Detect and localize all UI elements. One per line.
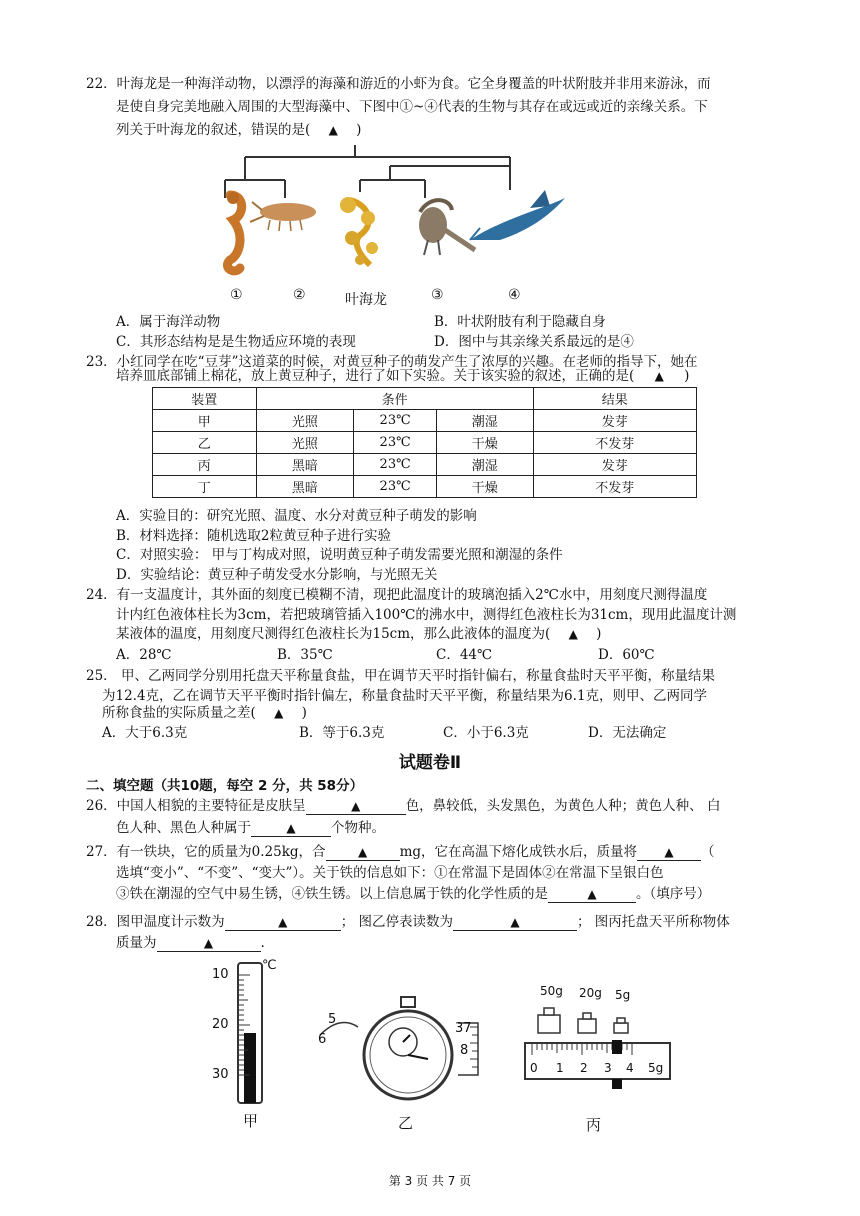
q28-text: ； 图丙托盘天平所称物体 [576,914,730,930]
label-leafy-seadragon: 叶海龙 [345,292,387,308]
shrimp-image [250,202,316,231]
answer-blank[interactable]: ▲ [326,844,400,861]
cell: 潮湿 [436,410,533,432]
q25-line3 [102,703,307,723]
q22-line3 [116,120,361,140]
q25-line2: 为12.4克，乙在调节天平平衡时指针偏左，称量食盐时天平平衡，称量结果为6.1克，则甲、乙两同学 [102,688,708,704]
section-title: 试题卷Ⅱ [398,753,462,773]
q28-text: 质量为 [116,935,157,951]
weight-20g: 20g [579,986,602,1000]
phylogeny-figure [200,140,580,310]
q28-text: ； 图乙停表读数为 [340,914,453,930]
cell: 发芽 [533,410,696,432]
label-4: ④ [508,287,521,303]
cell: 发芽 [533,454,696,476]
scale-tick-5g: 5g [648,1061,664,1075]
cell: 乙 [153,432,257,454]
q23-option-a: A．实验目的：研究光照、温度、水分对黄豆种子萌发的影响 [116,508,477,524]
answer-blank[interactable]: ▲ [157,935,261,952]
q22-line2: 是使自身完美地融入周围的大型海藻中、下图中①~④代表的生物与其存在或远或近的亲缘关系。下 [116,99,708,115]
q24-option-c: C．44℃ [436,647,493,663]
cell: 光照 [256,432,354,454]
cell: 黑暗 [256,454,354,476]
q23-line1: 23．小红同学在吃“豆芽”这道菜的时候，对黄豆种子的萌发产生了浓厚的兴趣。在老师的指导下，她在 [86,354,698,370]
balance-caption: 丙 [586,1116,602,1134]
q24-option-a: A．28℃ [116,647,172,663]
watch-small-5: 5 [328,1012,337,1027]
answer-mark: ▲ [568,627,578,641]
answer-blank[interactable]: ▲ [251,820,331,837]
q27-line1 [86,842,715,862]
q24-line2: 计内红色液体柱长为3cm，若把玻璃管插入100℃的沸水中，测得红色液柱长为31cm，现用此温度计测 [116,607,737,623]
section-heading: 二、填空题（共10题，每空 2 分，共 58分） [86,778,364,794]
q22-line1: 22．叶海龙是一种海洋动物，以漂浮的海藻和游近的小虾为食。它全身覆盖的叶状附肢并非用来游泳，而 [86,76,711,92]
label-3: ③ [431,287,444,303]
table-row [153,454,697,476]
weight-5g: 5g [615,988,631,1002]
watch-big-37: 37 [455,1021,472,1036]
q26-line2 [116,818,385,838]
scale-tick-4: 4 [626,1061,634,1075]
q25-paren: ) [301,705,307,721]
q24-line3 [116,624,601,644]
answer-blank[interactable]: ▲ [637,844,701,861]
q25-option-c: C．小于6.3克 [443,725,529,741]
thermo-caption: 甲 [243,1112,259,1130]
answer-mark: ▲ [654,369,664,383]
q26-text: 个物种。 [331,820,385,836]
q22-option-c: C．其形态结构是是生物适应环境的表现 [116,334,356,350]
q27-line2: 选填“变小”、“不变”、“变大”）。关于铁的信息如下：①在常温下是固体②在常温下呈银白色 [116,865,664,881]
label-2: ② [293,287,306,303]
q28-text: 28．图甲温度计示数为 [86,914,225,930]
q28-line2 [116,933,265,953]
q24-option-b: B．35℃ [277,647,333,663]
cell: 光照 [256,410,354,432]
scale-tick-2: 2 [580,1061,588,1075]
q22-option-b: B．叶状附肢有利于隐藏自身 [434,314,606,330]
thermo-tick-30: 30 [212,1067,229,1082]
q24-option-d: D．60℃ [598,647,655,663]
q22-option-a: A．属于海洋动物 [116,314,221,330]
archaeopteryx-image [419,200,475,255]
answer-mark: ▲ [274,706,284,720]
q26-line1 [86,796,720,816]
cell: 23℃ [354,432,437,454]
watch-big-8: 8 [460,1043,469,1058]
table-row [153,476,697,498]
experiment-table [152,387,697,498]
table-header-row [153,388,697,410]
cell: 干燥 [436,476,533,498]
thermo-unit: ℃ [262,958,277,973]
q22-stem-end: 列关于叶海龙的叙述，错误的是( [116,122,311,138]
q22-paren: ) [356,122,362,138]
q25-line1: 25． 甲、乙两同学分别用托盘天平称量食盐，甲在调节天平时指针偏右，称量食盐时天平平衡，称量结果 [86,668,715,684]
q25-option-b: B．等于6.3克 [299,725,385,741]
table-row [153,432,697,454]
answer-blank[interactable]: ▲ [225,914,341,931]
q27-text: ③铁在潮湿的空气中易生锈，④铁生锈。以上信息属于铁的化学性质的是 [116,886,548,902]
q25-option-d: D．无法确定 [588,725,667,741]
cell: 不发芽 [533,432,696,454]
q26-text: 色，鼻较低，头发黑色，为黄色人种；黄色人种、 白 [405,798,721,814]
q27-text: 27．有一铁块，它的质量为0.25kg，合 [86,844,326,860]
thermo-tick-10: 10 [212,967,229,982]
cell: 23℃ [354,454,437,476]
answer-blank[interactable]: ▲ [548,886,636,903]
q27-text: mg，它在高温下熔化成铁水后，质量将 [399,844,638,860]
q23-option-b: B．材料选择：随机选取2粒黄豆种子进行实验 [116,528,392,544]
watch-small-6: 6 [318,1032,327,1047]
page-footer: 第 3 页 共 7 页 [388,1174,472,1188]
cell: 丙 [153,454,257,476]
cell: 23℃ [354,476,437,498]
cell: 干燥 [436,432,533,454]
q23-option-c: C．对照实验： 甲与丁构成对照，说明黄豆种子萌发需要光照和潮湿的条件 [116,547,563,563]
q26-text: 26．中国人相貌的主要特征是皮肤呈 [86,798,306,814]
cell: 丁 [153,476,257,498]
label-1: ① [230,287,243,303]
thermo-tick-20: 20 [212,1017,229,1032]
q28-text: . [260,935,265,951]
answer-blank[interactable]: ▲ [453,914,577,931]
balance-figure [520,995,680,1105]
q25-stem-end: 所称食盐的实际质量之差( [102,705,256,721]
q23-line2 [116,366,689,386]
cell: 不发芽 [533,476,696,498]
weight-50g: 50g [540,984,563,998]
leafy-seadragon-image [340,197,378,265]
q28-line1 [86,912,730,932]
table-row [153,410,697,432]
swordfish-image [470,190,565,240]
stopwatch-figure [310,995,510,1110]
q23-option-d: D．实验结论：黄豆种子萌发受水分影响，与光照无关 [116,567,438,583]
scale-tick-0: 0 [530,1061,538,1075]
q24-paren: ) [596,626,602,642]
answer-blank[interactable]: ▲ [306,798,406,815]
q24-line1: 24．有一支温度计，其外面的刻度已模糊不清，现把此温度计的玻璃泡插入2℃水中，用刻度尺测得温度 [86,587,708,603]
answer-mark: ▲ [328,123,338,137]
q25-option-a: A．大于6.3克 [102,725,188,741]
scale-tick-1: 1 [556,1061,564,1075]
q27-text: （ [701,844,715,860]
cell: 潮湿 [436,454,533,476]
q24-stem-end: 某液体的温度，用刻度尺测得红色液柱长为15cm，那么此液体的温度为( [116,626,551,642]
tree-lines [225,145,510,198]
q27-text: 。（填序号） [636,886,711,902]
scale-tick-3: 3 [604,1061,612,1075]
cell: 黑暗 [256,476,354,498]
q27-line3 [116,884,710,904]
thermometer-figure [200,955,280,1135]
seahorse-image [227,192,242,271]
q22-option-d: D．图中与其亲缘关系最远的是④ [434,334,634,350]
watch-caption: 乙 [398,1114,414,1132]
header-result: 结果 [533,388,696,410]
cell: 甲 [153,410,257,432]
q23-stem-end: 培养皿底部铺上棉花，放上黄豆种子，进行了如下实验。关于该实验的叙述，正确的是( [116,368,635,384]
q23-paren: ) [684,368,690,384]
q26-text: 色人种、黑色人种属于 [116,820,251,836]
header-condition: 条件 [256,388,533,410]
cell: 23℃ [354,410,437,432]
header-device: 装置 [153,388,257,410]
